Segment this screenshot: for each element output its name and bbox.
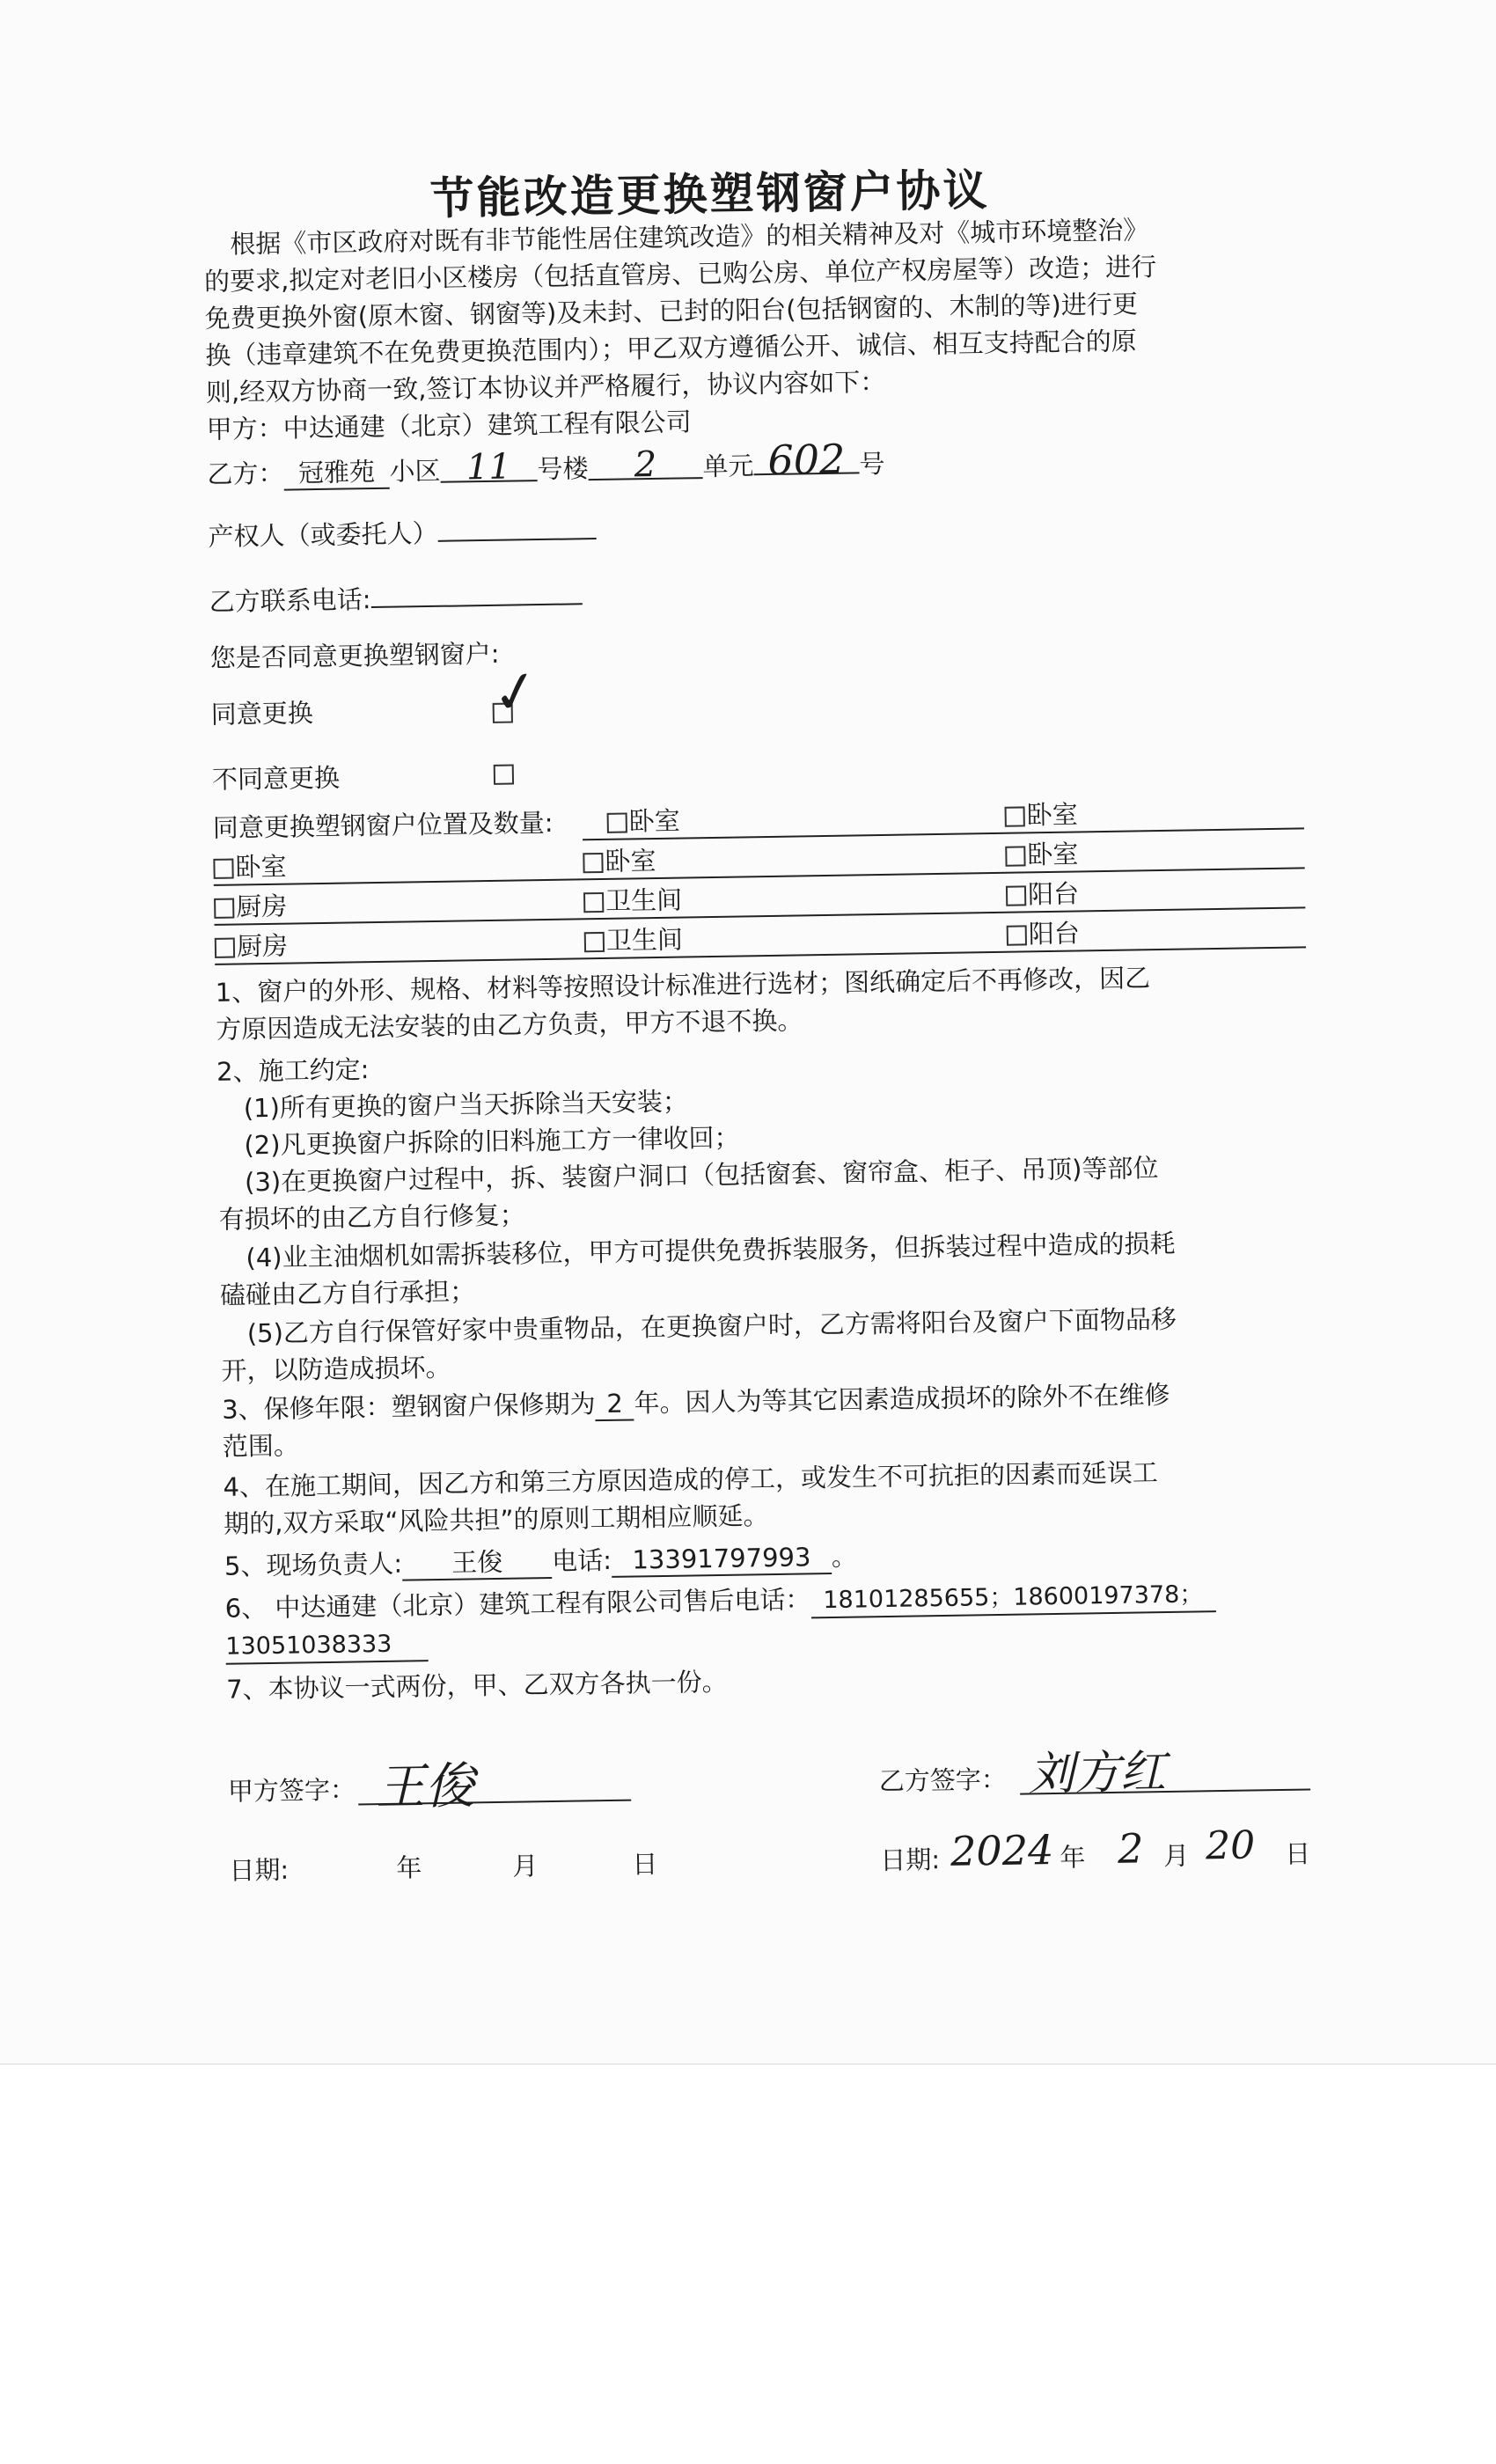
term-line: 1、窗户的外形、规格、材料等按照设计标准进行选材；图纸确定后不再修改，因乙 (215, 963, 1151, 1008)
window-option: 卧室 (1005, 838, 1079, 870)
term-line: 4、在施工期间，因乙方和第三方原因造成的停工，或发生不可抗拒的因素而延误工 (223, 1457, 1159, 1502)
table-rule (215, 906, 1306, 925)
consent-question: 您是否同意更换塑钢窗户: (209, 638, 500, 673)
owner-label: 产权人（或委托人） (208, 517, 438, 552)
preamble-line: 换（违章建筑不在免费更换范围内）；甲乙双方遵循公开、诚信、相互支持配合的原 (205, 326, 1138, 370)
term-line: (4)业主油烟机如需拆装移位，甲方可提供免费拆装服务，但拆装过程中造成的损耗 (246, 1228, 1176, 1273)
party-a-line: 甲方：中达通建（北京）建筑工程有限公司 (206, 407, 692, 444)
term-line: 7、本协议一式两份，甲、乙双方各执一份。 (225, 1666, 728, 1705)
preamble-line: 根据《市区政府对既有非节能性居住建筑改造》的相关精神及对《城市环境整治》 (230, 215, 1149, 260)
table-rule (214, 867, 1305, 885)
window-option: 阳台 (1007, 917, 1081, 950)
warranty-line: 范围。 (222, 1430, 300, 1462)
after-sales-phone3: 13051038333 (225, 1628, 429, 1665)
date-label: 日期: (880, 1844, 941, 1876)
table-rule (583, 827, 1304, 840)
page-title: 节能改造更换塑钢窗户协议 (429, 164, 990, 224)
location-label: 同意更换塑钢窗户位置及数量: (212, 807, 554, 843)
after-sales-line: 6、 中达通建（北京）建筑工程有限公司售后电话： 18101285655；18600197378； (224, 1577, 1215, 1628)
year-label: 年 (1060, 1842, 1086, 1873)
community-value: 冠雅苑 (283, 456, 390, 491)
window-option: 卧室 (606, 805, 680, 838)
term-line: 2、施工约定: (216, 1054, 370, 1087)
site-manager-line: 5、现场负责人: 王俊 电话: 13391797993 。 (224, 1541, 858, 1581)
party-a-signature-label: 甲方签字： (227, 1774, 356, 1807)
preamble-line: 的要求,拟定对老旧小区楼房（包括直管房、已购公房、单位产权房屋等）改造；进行 (203, 251, 1157, 297)
term-line: (3)在更换窗户过程中，拆、装窗户洞口（包括窗套、窗帘盒、柜子、吊顶)等部位 (244, 1153, 1159, 1198)
window-option: 卫生间 (584, 924, 684, 957)
warranty-line: 3、保修年限：塑钢窗户保修期为 2 年。因人为等其它因素造成损坏的除外不在维修 (221, 1379, 1170, 1425)
site-manager-name: 王俊 (402, 1545, 553, 1581)
room-value: 602 (753, 445, 859, 475)
month-label: 月 (1163, 1840, 1190, 1872)
party-a-signature: 王俊 (375, 1757, 475, 1817)
party-b-label: 乙方： (207, 458, 284, 489)
agreement-document (202, 150, 1311, 1886)
day-label: 日 (1284, 1838, 1311, 1869)
window-option: 卧室 (213, 851, 287, 884)
term-line: 方原因造成无法安装的由乙方负责，甲方不退不换。 (216, 1005, 803, 1045)
b-month-value: 2 (1117, 1824, 1144, 1873)
owner-field (437, 515, 596, 542)
term-line: (1)所有更换的窗户当天拆除当天安装； (243, 1086, 689, 1124)
room-suffix: 号 (859, 448, 885, 480)
window-option: 阳台 (1006, 877, 1080, 910)
window-option: 厨房 (214, 891, 288, 923)
day-label: 日 (632, 1849, 658, 1880)
preamble-line: 则,经双方协商一致,签订本协议并严格履行，协议内容如下： (205, 366, 886, 407)
term-line: 期的,双方采取“风险共担”的原则工期相应顺延。 (223, 1500, 769, 1539)
term-line: 有损坏的由乙方自行修复； (218, 1199, 526, 1235)
window-option: 卧室 (583, 845, 656, 877)
warranty-years: 2 (595, 1387, 634, 1421)
term-line: (5)乙方自行保管好家中贵重物品，在更换窗户时，乙方需将阳台及窗户下面物品移 (246, 1303, 1177, 1349)
term-line: 磕碰由乙方自行承担； (219, 1276, 476, 1310)
window-option: 卫生间 (583, 884, 683, 918)
party-b-signature: 刘方红 (1028, 1746, 1167, 1801)
term-line: 开，以防造成损坏。 (221, 1352, 451, 1386)
phone-label: 乙方联系电话: (209, 584, 371, 617)
window-option: 厨房 (215, 930, 289, 963)
party-b-line (207, 435, 885, 492)
b-year-value: 2024 (950, 1826, 1054, 1875)
term-line: (2)凡更换窗户拆除的旧料施工方一律收回； (244, 1122, 740, 1161)
phone-line (209, 580, 582, 618)
site-manager-phone: 13391797993 (612, 1541, 832, 1578)
community-suffix: 小区 (389, 455, 441, 487)
after-sales-phones: 18101285655；18600197378； (810, 1579, 1216, 1618)
year-label: 年 (396, 1852, 422, 1883)
building-value: 11 (440, 453, 537, 483)
agree-label: 同意更换 (210, 698, 314, 730)
b-day-value: 20 (1205, 1822, 1256, 1869)
phone-field (370, 580, 582, 608)
date-label: 日期: (229, 1854, 290, 1886)
preamble-line: 免费更换外窗(原木窗、钢窗等)及未封、已封的阳台(包括钢窗的、木制的等)进行更 (204, 289, 1139, 334)
check-mark: ✓ (486, 656, 546, 730)
owner-line (208, 515, 597, 553)
disagree-label: 不同意更换 (211, 762, 341, 795)
disagree-checkbox (494, 757, 517, 788)
month-label: 月 (512, 1851, 539, 1881)
unit-suffix: 单元 (702, 451, 754, 482)
after-sales-line (225, 1626, 429, 1665)
window-option: 卧室 (1004, 798, 1078, 831)
unit-value: 2 (588, 451, 702, 480)
building-suffix: 号楼 (537, 453, 589, 485)
party-b-signature-label: 乙方签字： (878, 1764, 1008, 1797)
